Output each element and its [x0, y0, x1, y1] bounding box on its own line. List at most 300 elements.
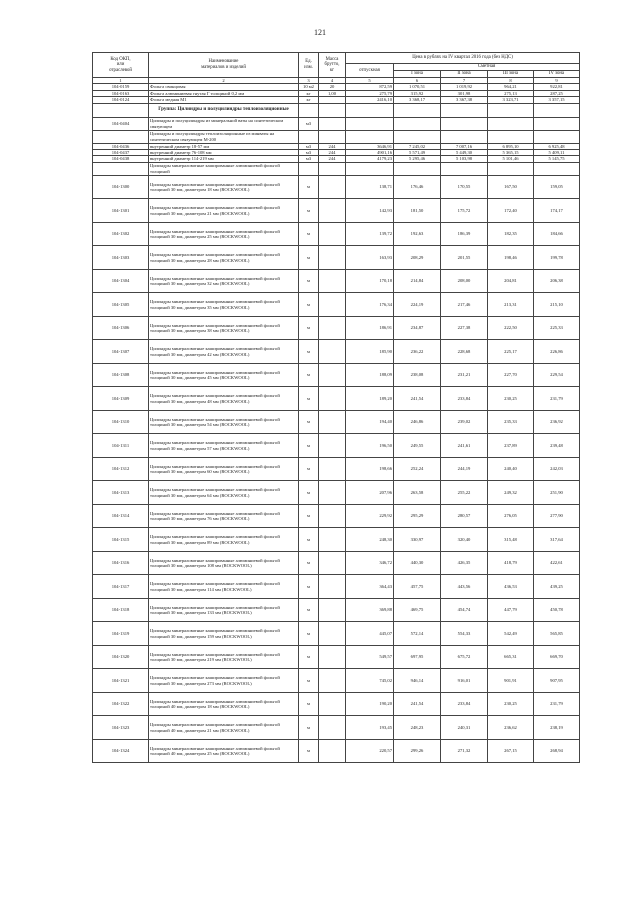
- cell-name: Цилиндры минераловатные кашированные алюминиевой фольгой толщиной 30 мм, диаметром 57 мм (ROCKWOOL): [149, 434, 299, 458]
- cell-zone-4: 907,95: [534, 669, 580, 693]
- cell-zone-1: 263,58: [394, 481, 441, 505]
- cell-unit: м: [299, 293, 319, 317]
- cell-name: Цилиндры минераловатные кашированные алюминиевой фольгой толщиной 30 мм, диаметром 42 мм (ROCKWOOL): [149, 340, 299, 364]
- cell-unit: м: [299, 739, 319, 763]
- group-empty-cell: [319, 103, 346, 117]
- cell-zone-1: 241,54: [394, 387, 441, 411]
- cell-code: 104-1321: [93, 669, 149, 693]
- cell-code: 104-1310: [93, 410, 149, 434]
- cell-mass: [319, 363, 346, 387]
- group-code-cell: [93, 103, 149, 117]
- cell-zone-2: 170,55: [441, 175, 488, 199]
- cell-code: 104-1304: [93, 269, 149, 293]
- cell-price: 170,18: [346, 269, 394, 293]
- cell-code: 104-0163: [93, 90, 149, 96]
- cell-unit: м: [299, 457, 319, 481]
- cell-unit: м: [299, 316, 319, 340]
- table-row: [93, 340, 580, 364]
- cell-zone-3: 236,62: [488, 716, 534, 740]
- cell-zone-1: 5 571,49: [394, 150, 441, 156]
- cell-price: 196,50: [346, 434, 394, 458]
- cell-zone-4: 5 145,75: [534, 156, 580, 162]
- cell-zone-1: 697,95: [394, 645, 441, 669]
- cell-zone-3: 3 323,71: [488, 97, 534, 103]
- cell-code: 104-1318: [93, 598, 149, 622]
- table-row: [93, 316, 580, 340]
- cell-code: 104-0159: [93, 84, 149, 90]
- cell-name: Цилиндры минераловатные кашированные алюминиевой фольгой толщиной 30 мм, диаметром 60 мм (ROCKWOOL): [149, 457, 299, 481]
- cell-zone-4: 231,79: [534, 692, 580, 716]
- cell-price: 346,72: [346, 551, 394, 575]
- cell-zone-3: 204,81: [488, 269, 534, 293]
- cell-unit: м3: [299, 150, 319, 156]
- cell-zone-3: [488, 130, 534, 143]
- cell-unit: м3: [299, 143, 319, 149]
- table-row: [93, 622, 580, 646]
- cell-name: Цилиндры минераловатные кашированные алюминиевой фольгой толщиной 30 мм, диаметром 114 мм (ROCKWOOL): [149, 575, 299, 599]
- cell-zone-3: 172,40: [488, 199, 534, 223]
- cell-mass: [319, 457, 346, 481]
- cell-zone-2: 217,46: [441, 293, 488, 317]
- cell-unit: м: [299, 363, 319, 387]
- group-empty-cell: [441, 103, 488, 117]
- group-empty-cell: [299, 103, 319, 117]
- cell-name: Фольга свинцовая: [149, 84, 299, 90]
- cell-code: 104-1314: [93, 504, 149, 528]
- cell-zone-1: 315,92: [394, 90, 441, 96]
- cell-zone-1: [394, 162, 441, 175]
- cell-name: Цилиндры минераловатные кашированные алюминиевой фольгой толщиной 30 мм, диаметром 159 мм (ROCKWOOL): [149, 622, 299, 646]
- cell-code: 104-1300: [93, 175, 149, 199]
- cell-zone-3: 436,53: [488, 575, 534, 599]
- cell-mass: 244: [319, 143, 346, 149]
- cell-price: 193,45: [346, 716, 394, 740]
- cell-zone-1: 3 368,17: [394, 97, 441, 103]
- cell-price: 185,90: [346, 340, 394, 364]
- cell-name: Цилиндры минераловатные кашированные алюминиевой фольгой толщиной 40 мм, диаметром 18 мм (ROCKWOOL): [149, 692, 299, 716]
- cell-mass: [319, 481, 346, 505]
- cell-zone-4: [534, 130, 580, 143]
- cell-zone-3: [488, 117, 534, 130]
- cell-zone-4: 277,90: [534, 504, 580, 528]
- cell-mass: [319, 434, 346, 458]
- cell-price: 186,91: [346, 316, 394, 340]
- table-row: [93, 246, 580, 270]
- cell-zone-2: 271,32: [441, 739, 488, 763]
- cell-price: 364,43: [346, 575, 394, 599]
- cell-code: [93, 162, 149, 175]
- cell-zone-2: 280,57: [441, 504, 488, 528]
- table-row: [93, 387, 580, 411]
- cell-zone-2: 244,19: [441, 457, 488, 481]
- cell-name: Цилиндры минераловатные кашированные алюминиевой фольгой толщиной 30 мм, диаметром 76 мм (ROCKWOOL): [149, 504, 299, 528]
- cell-mass: [319, 504, 346, 528]
- header-unit: Ед. изм.: [299, 53, 319, 78]
- cell-price: 207,96: [346, 481, 394, 505]
- cell-mass: 244: [319, 156, 346, 162]
- cell-mass: [319, 410, 346, 434]
- cell-zone-2: 241,61: [441, 434, 488, 458]
- group-title: Группа: Цилиндры и полуцилиндры теплоизоляционные: [149, 103, 299, 117]
- cell-zone-4: 239,48: [534, 434, 580, 458]
- cell-mass: [319, 246, 346, 270]
- cell-code: 104-1323: [93, 716, 149, 740]
- header-zone-4: IV зона: [534, 71, 580, 78]
- cell-unit: м: [299, 692, 319, 716]
- cell-name: Цилиндры минераловатные кашированные алюминиевой фольгой толщиной 30 мм, диаметром 25 мм (ROCKWOOL): [149, 222, 299, 246]
- page-number: 121: [314, 28, 326, 37]
- cell-zone-2: 916,01: [441, 669, 488, 693]
- cell-zone-3: 5 101,46: [488, 156, 534, 162]
- cell-name: Цилиндры и полуцилиндры из минеральной ваты на синтетическом связующем: [149, 117, 299, 130]
- cell-zone-4: 565,85: [534, 622, 580, 646]
- cell-zone-3: 240,40: [488, 457, 534, 481]
- cell-mass: [319, 739, 346, 763]
- cell-mass: [319, 692, 346, 716]
- cell-code: 104-1319: [93, 622, 149, 646]
- cell-price: 190,20: [346, 692, 394, 716]
- cell-zone-1: 946,14: [394, 669, 441, 693]
- cell-zone-2: 208,00: [441, 269, 488, 293]
- cell-code: 104-1309: [93, 387, 149, 411]
- cell-price: 2416,10: [346, 97, 394, 103]
- cell-zone-1: 234,87: [394, 316, 441, 340]
- cell-price: 138,71: [346, 175, 394, 199]
- cell-zone-4: 225,33: [534, 316, 580, 340]
- cell-zone-4: 159,05: [534, 175, 580, 199]
- cell-code: [93, 130, 149, 143]
- cell-zone-2: [441, 117, 488, 130]
- cell-price: [346, 130, 394, 143]
- cell-name: Цилиндры минераловатные кашированные алюминиевой фольгой толщиной 40 мм, диаметром 25 мм (ROCKWOOL): [149, 739, 299, 763]
- cell-zone-2: 454,74: [441, 598, 488, 622]
- cell-unit: м: [299, 528, 319, 552]
- cell-mass: [319, 222, 346, 246]
- cell-mass: [319, 622, 346, 646]
- cell-mass: [319, 162, 346, 175]
- cell-unit: м: [299, 504, 319, 528]
- cell-price: 549,57: [346, 645, 394, 669]
- cell-zone-1: 330,97: [394, 528, 441, 552]
- cell-mass: [319, 175, 346, 199]
- cell-zone-1: 249,55: [394, 434, 441, 458]
- group-empty-cell: [346, 103, 394, 117]
- cell-mass: [319, 387, 346, 411]
- cell-mass: [319, 269, 346, 293]
- cell-mass: [319, 716, 346, 740]
- cell-code: 104-1316: [93, 551, 149, 575]
- table-row: [93, 199, 580, 223]
- cell-name: внутренний диаметр 114-219 мм: [149, 156, 299, 162]
- cell-zone-4: 215,10: [534, 293, 580, 317]
- header-code: Код ОКП, или отраслевой: [93, 53, 149, 78]
- cell-zone-4: 174,17: [534, 199, 580, 223]
- table-row: [93, 739, 580, 763]
- cell-code: 104-1324: [93, 739, 149, 763]
- cell-zone-1: 7 245,02: [394, 143, 441, 149]
- table-row: [93, 363, 580, 387]
- cell-mass: [319, 316, 346, 340]
- cell-zone-2: 554,33: [441, 622, 488, 646]
- cell-code: 104-0438: [93, 156, 149, 162]
- cell-code: 104-1306: [93, 316, 149, 340]
- table-row: [93, 130, 580, 143]
- cell-zone-3: 230,25: [488, 387, 534, 411]
- cell-zone-2: 231,21: [441, 363, 488, 387]
- cell-mass: 1,00: [319, 90, 346, 96]
- cell-name: Цилиндры минераловатные кашированные алюминиевой фольгой толщиной 30 мм, диаметром 38 мм (ROCKWOOL): [149, 316, 299, 340]
- cell-zone-1: 572,14: [394, 622, 441, 646]
- cell-zone-3: 267,15: [488, 739, 534, 763]
- cell-code: 104-0124: [93, 97, 149, 103]
- cell-unit: м: [299, 340, 319, 364]
- cell-name: Цилиндры минераловатные кашированные алюминиевой фольгой толщиной 30 мм, диаметром 89 мм (ROCKWOOL): [149, 528, 299, 552]
- group-empty-cell: [488, 103, 534, 117]
- cell-unit: м: [299, 669, 319, 693]
- header-zone-2: II зона: [441, 71, 488, 78]
- cell-name: Цилиндры минераловатные кашированные алюминиевой фольгой толщиной 30 мм, диаметром 18 мм (ROCKWOOL): [149, 175, 299, 199]
- cell-zone-3: 901,91: [488, 669, 534, 693]
- cell-zone-1: 181,50: [394, 199, 441, 223]
- cell-name: Цилиндры минераловатные кашированные алюминиевой фольгой толщиной 30 мм, диаметром 21 мм (ROCKWOOL): [149, 199, 299, 223]
- cell-zone-1: 238,08: [394, 363, 441, 387]
- cell-name: Цилиндры минераловатные кашированные алюминиевой фольгой толщиной 30 мм, диаметром 35 мм (ROCKWOOL): [149, 293, 299, 317]
- cell-price: 4901,16: [346, 150, 394, 156]
- cell-zone-3: 275,13: [488, 90, 534, 96]
- cell-zone-3: 249,32: [488, 481, 534, 505]
- cell-mass: [319, 117, 346, 130]
- cell-unit: м: [299, 551, 319, 575]
- cell-zone-3: 964,21: [488, 84, 534, 90]
- cell-code: 104-1315: [93, 528, 149, 552]
- cell-unit: м3: [299, 156, 319, 162]
- cell-price: 176,34: [346, 293, 394, 317]
- cell-zone-4: 229,54: [534, 363, 580, 387]
- table-row: [93, 293, 580, 317]
- cell-name: Фольга алюминиевая гнутая Г толщиной 0,2 мм: [149, 90, 299, 96]
- cell-zone-2: 443,56: [441, 575, 488, 599]
- cell-zone-3: 542,49: [488, 622, 534, 646]
- cell-unit: кг: [299, 90, 319, 96]
- header-mass: Масса брутто, кг: [319, 53, 346, 78]
- header-issue-price: отпускная: [346, 64, 394, 78]
- cell-zone-4: 439,25: [534, 575, 580, 599]
- cell-zone-2: 7 007,16: [441, 143, 488, 149]
- cell-price: 229,92: [346, 504, 394, 528]
- cell-zone-4: 5 409,11: [534, 150, 580, 156]
- cell-zone-3: 5 365,15: [488, 150, 534, 156]
- table-row: [93, 575, 580, 599]
- cell-zone-4: 6 925,48: [534, 143, 580, 149]
- table-row: [93, 481, 580, 505]
- group-empty-cell: [394, 103, 441, 117]
- cell-name: Фольга медная М1: [149, 97, 299, 103]
- cell-price: 163,93: [346, 246, 394, 270]
- cell-zone-1: 469,75: [394, 598, 441, 622]
- cell-unit: м: [299, 175, 319, 199]
- cell-zone-4: 669,70: [534, 645, 580, 669]
- cell-zone-2: 301,98: [441, 90, 488, 96]
- cell-price: 248,30: [346, 528, 394, 552]
- cell-name: Цилиндры минераловатные кашированные алюминиевой фольгой толщиной 30 мм, диаметром 273 мм (ROCKWOOL): [149, 669, 299, 693]
- cell-zone-1: [394, 117, 441, 130]
- cell-zone-3: 182,35: [488, 222, 534, 246]
- cell-zone-1: 252,24: [394, 457, 441, 481]
- cell-zone-2: 240,31: [441, 716, 488, 740]
- cell-name: Цилиндры минераловатные кашированные алюминиевой фольгой толщиной 30 мм, диаметром 45 мм (ROCKWOOL): [149, 363, 299, 387]
- cell-unit: 10 м2: [299, 84, 319, 90]
- table-row: [93, 175, 580, 199]
- price-table: [92, 52, 580, 763]
- cell-zone-4: 317,64: [534, 528, 580, 552]
- cell-zone-2: 5 103,98: [441, 156, 488, 162]
- cell-code: 104-1308: [93, 363, 149, 387]
- table-row: [93, 692, 580, 716]
- cell-unit: кг: [299, 97, 319, 103]
- cell-zone-2: 228,68: [441, 340, 488, 364]
- cell-unit: [299, 162, 319, 175]
- table-row: [93, 90, 580, 96]
- table-row: [93, 269, 580, 293]
- cell-code: 104-0437: [93, 150, 149, 156]
- cell-unit: м: [299, 575, 319, 599]
- cell-price: 872,59: [346, 84, 394, 90]
- cell-zone-3: 235,33: [488, 410, 534, 434]
- cell-name: Цилиндры минераловатные кашированные алюминиевой фольгой толщиной 30 мм, диаметром 219 мм (ROCKWOOL): [149, 645, 299, 669]
- cell-zone-2: 3 367,38: [441, 97, 488, 103]
- cell-zone-4: 268,94: [534, 739, 580, 763]
- table-row: [93, 457, 580, 481]
- cell-code: 104-0436: [93, 143, 149, 149]
- cell-zone-4: 206,38: [534, 269, 580, 293]
- cell-zone-1: 176,46: [394, 175, 441, 199]
- cell-mass: [319, 528, 346, 552]
- cell-zone-1: 457,75: [394, 575, 441, 599]
- cell-zone-2: 186,39: [441, 222, 488, 246]
- cell-zone-4: 242,03: [534, 457, 580, 481]
- cell-mass: [319, 130, 346, 143]
- cell-zone-4: 450,78: [534, 598, 580, 622]
- cell-unit: м: [299, 622, 319, 646]
- cell-unit: м: [299, 434, 319, 458]
- cell-zone-1: 192,63: [394, 222, 441, 246]
- cell-unit: м: [299, 645, 319, 669]
- cell-zone-2: 201,55: [441, 246, 488, 270]
- cell-unit: м: [299, 387, 319, 411]
- cell-mass: [319, 199, 346, 223]
- cell-code: 104-1322: [93, 692, 149, 716]
- group-row: [93, 103, 580, 117]
- cell-zone-2: 239,02: [441, 410, 488, 434]
- table-row: [93, 117, 580, 130]
- cell-zone-2: 233,84: [441, 387, 488, 411]
- cell-code: 104-1302: [93, 222, 149, 246]
- cell-name: Цилиндры минераловатные кашированные алюминиевой фольгой толщиной: [149, 162, 299, 175]
- cell-mass: [319, 575, 346, 599]
- cell-price: [346, 117, 394, 130]
- cell-unit: м: [299, 716, 319, 740]
- cell-name: Цилиндры минераловатные кашированные алюминиевой фольгой толщиной 30 мм, диаметром 54 мм (ROCKWOOL): [149, 410, 299, 434]
- header-price-title: Цена в рублях на IV квартал 2016 года (без НДС): [346, 53, 580, 64]
- cell-name: Цилиндры минераловатные кашированные алюминиевой фольгой толщиной 30 мм, диаметром 32 мм (ROCKWOOL): [149, 269, 299, 293]
- cell-zone-1: 1 070,51: [394, 84, 441, 90]
- cell-zone-1: 246,86: [394, 410, 441, 434]
- cell-zone-3: 418,79: [488, 551, 534, 575]
- cell-name: внутренний диаметр 76-108 мм: [149, 150, 299, 156]
- cell-zone-1: 214,84: [394, 269, 441, 293]
- cell-zone-4: 251,90: [534, 481, 580, 505]
- cell-zone-4: 199,78: [534, 246, 580, 270]
- cell-unit: м: [299, 598, 319, 622]
- cell-name: Цилиндры минераловатные кашированные алюминиевой фольгой толщиной 30 мм, диаметром 133 мм (ROCKWOOL): [149, 598, 299, 622]
- cell-price: 188,09: [346, 363, 394, 387]
- cell-name: Цилиндры минераловатные кашированные алюминиевой фольгой толщиной 40 мм, диаметром 21 мм (ROCKWOOL): [149, 716, 299, 740]
- cell-zone-2: 1 019,92: [441, 84, 488, 90]
- cell-code: 104-1311: [93, 434, 149, 458]
- cell-code: 104-1303: [93, 246, 149, 270]
- cell-price: 198,66: [346, 457, 394, 481]
- cell-zone-1: 5 295,46: [394, 156, 441, 162]
- cell-zone-1: 295,29: [394, 504, 441, 528]
- cell-mass: [319, 551, 346, 575]
- cell-code: 104-1317: [93, 575, 149, 599]
- cell-zone-3: 665,31: [488, 645, 534, 669]
- cell-unit: м: [299, 269, 319, 293]
- cell-zone-3: 227,70: [488, 363, 534, 387]
- table-row: [93, 645, 580, 669]
- cell-mass: [319, 598, 346, 622]
- cell-zone-1: [394, 130, 441, 143]
- cell-zone-3: 225,17: [488, 340, 534, 364]
- cell-price: 4179,23: [346, 156, 394, 162]
- cell-name: внутренний диаметр 18-57 мм: [149, 143, 299, 149]
- cell-zone-2: 5 449,30: [441, 150, 488, 156]
- cell-mass: [319, 293, 346, 317]
- cell-mass: [319, 669, 346, 693]
- cell-zone-3: [488, 162, 534, 175]
- cell-unit: м: [299, 199, 319, 223]
- cell-zone-3: 315,48: [488, 528, 534, 552]
- cell-price: 189,20: [346, 387, 394, 411]
- cell-unit: м: [299, 410, 319, 434]
- cell-zone-2: 675,72: [441, 645, 488, 669]
- header-name: Наименование материалов и изделий: [149, 53, 299, 78]
- cell-zone-4: 422,61: [534, 551, 580, 575]
- table-row: [93, 669, 580, 693]
- cell-unit: м: [299, 222, 319, 246]
- cell-zone-4: 3 357,15: [534, 97, 580, 103]
- cell-zone-1: 224,19: [394, 293, 441, 317]
- header-zone-1: I зона: [394, 71, 441, 78]
- cell-zone-2: [441, 130, 488, 143]
- cell-zone-3: 230,25: [488, 692, 534, 716]
- cell-mass: [319, 340, 346, 364]
- cell-code: 104-1301: [93, 199, 149, 223]
- table-row: [93, 504, 580, 528]
- cell-zone-1: 248,23: [394, 716, 441, 740]
- cell-zone-2: 233,84: [441, 692, 488, 716]
- cell-price: 369,88: [346, 598, 394, 622]
- cell-zone-1: 236,22: [394, 340, 441, 364]
- cell-price: [346, 162, 394, 175]
- cell-zone-4: [534, 162, 580, 175]
- table-row: [93, 551, 580, 575]
- cell-zone-3: 276,05: [488, 504, 534, 528]
- table-row: [93, 716, 580, 740]
- cell-zone-4: 236,92: [534, 410, 580, 434]
- cell-price: 194,40: [346, 410, 394, 434]
- cell-zone-4: 226,86: [534, 340, 580, 364]
